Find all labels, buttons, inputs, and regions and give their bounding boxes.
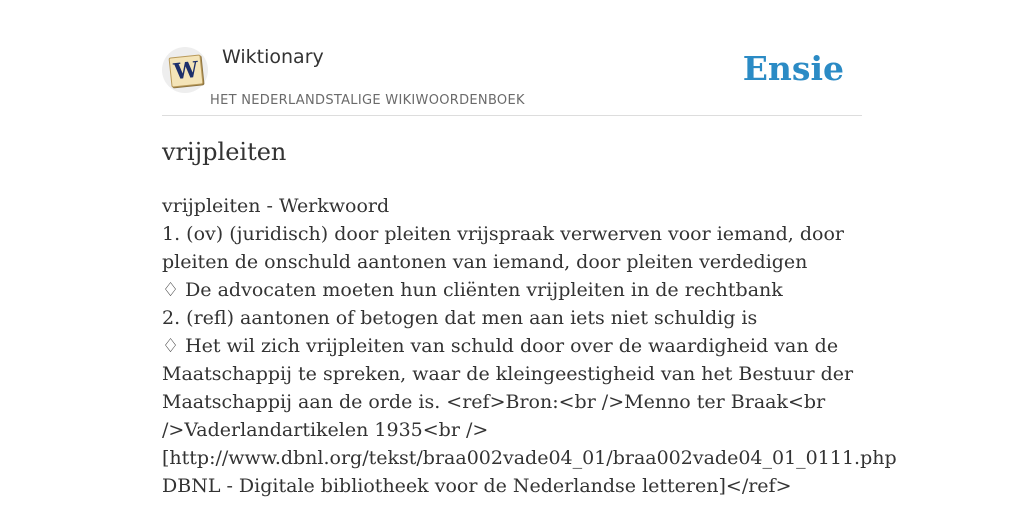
example-1: ♢ De advocaten moeten hun cliënten vrijpleiten in de rechtbank <box>162 279 783 301</box>
sense-2: 2. (refl) aantonen of betogen dat men aan iets niet schuldig is <box>162 307 758 329</box>
sense-1: 1. (ov) (juridisch) door pleiten vrijspraak verwerven voor iemand, door pleiten de onschuld aantonen van iemand, door pleiten verdedigen <box>162 223 844 273</box>
ensie-brand-link[interactable]: Ensie <box>742 49 844 88</box>
card-header <box>162 0 862 116</box>
example-2: ♢ Het wil zich vrijpleiten van schuld door over de waardigheid van de Maatschappij te spreken, waar de kleingeestigheid van het Bestuur der Maatschappij aan de orde is. <ref>Bron:<br />Menno ter Braak<br />Vaderlandartikelen 1935<br />[http://www.dbnl.org/tekst/braa002vade04_01/braa002vade04_01_0111.php DBNL - Digitale bibliotheek voor de Nederlandse letteren]</ref> <box>162 335 897 497</box>
site-name: Wiktionary <box>222 46 324 68</box>
site-tagline: HET NEDERLANDSTALIGE WIKIWOORDENBOEK <box>210 93 525 108</box>
wiktionary-logo <box>162 47 208 93</box>
entry-title: vrijpleiten <box>162 138 287 166</box>
ensie-card <box>162 0 897 512</box>
entry-definition <box>162 192 897 500</box>
logo-tile: W <box>169 54 204 87</box>
entry-heading-line: vrijpleiten - Werkwoord <box>162 195 390 217</box>
